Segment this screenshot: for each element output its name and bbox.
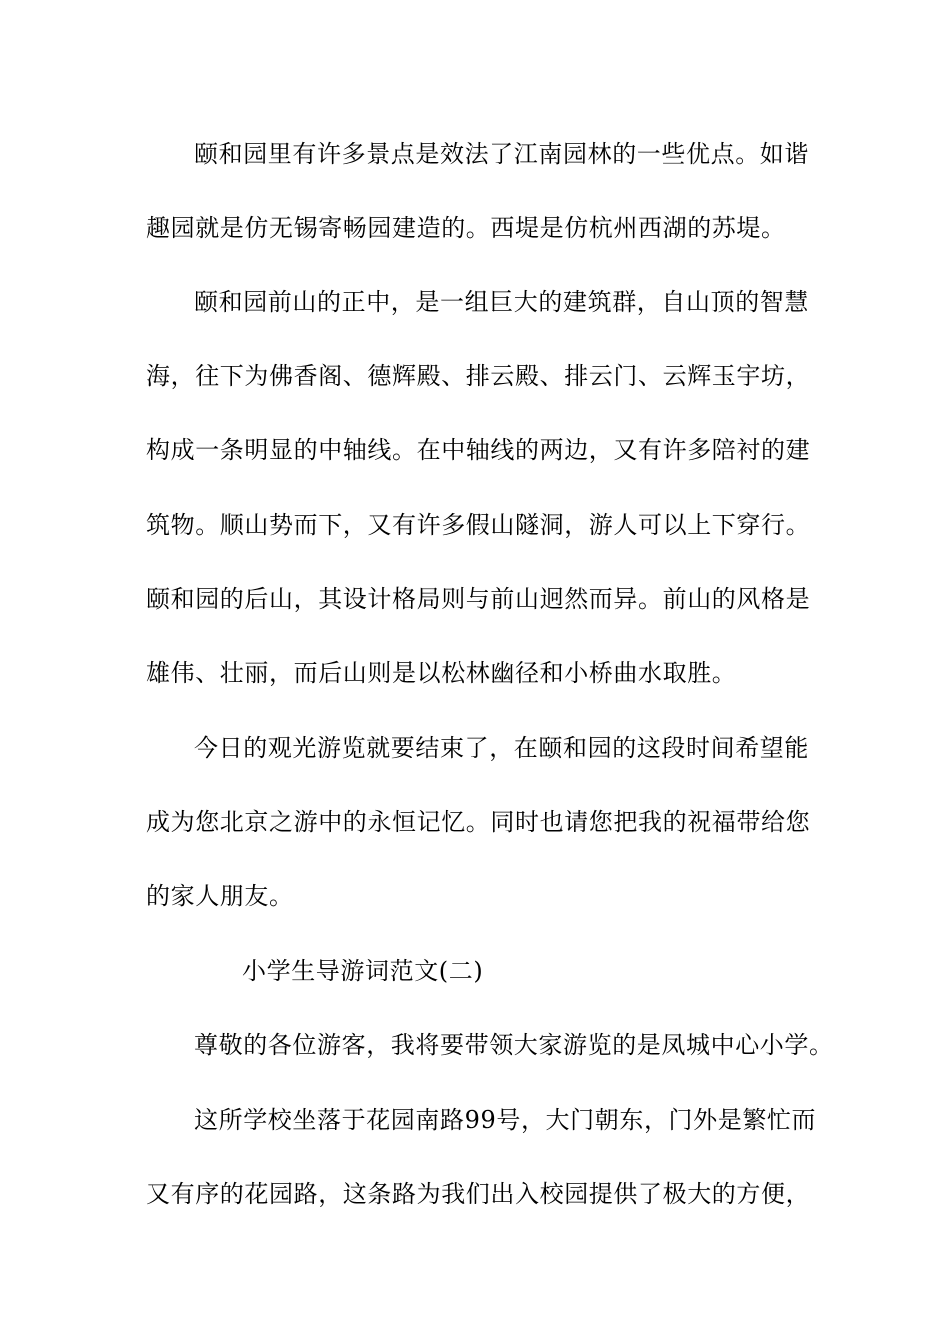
paragraph-line: 尊敬的各位游客，我将要带领大家游览的是凤城中心小学。	[194, 1031, 834, 1059]
paragraph-line: 颐和园里有许多景点是效法了江南园林的一些优点。如谐	[194, 140, 809, 168]
paragraph-line: 筑物。顺山势而下，又有许多假山隧洞，游人可以上下穿行。	[146, 511, 811, 539]
paragraph-line: 趣园就是仿无锡寄畅园建造的。西堤是仿杭州西湖的苏堤。	[146, 214, 786, 242]
paragraph-line: 雄伟、壮丽，而后山则是以松林幽径和小桥曲水取胜。	[146, 659, 737, 687]
paragraph-line: 成为您北京之游中的永恒记忆。同时也请您把我的祝福带给您	[146, 808, 811, 836]
paragraph-line: 的家人朋友。	[146, 882, 294, 910]
section-heading: 小学生导游词范文(二)	[242, 957, 484, 985]
paragraph-line: 这所学校坐落于花园南路99号，大门朝东，门外是繁忙而	[194, 1106, 817, 1134]
paragraph-line: 又有序的花园路，这条路为我们出入校园提供了极大的方便，	[146, 1180, 811, 1208]
paragraph-line: 海，往下为佛香阁、德辉殿、排云殿、排云门、云辉玉宇坊，	[146, 362, 811, 390]
paragraph-line: 颐和园的后山，其设计格局则与前山迥然而异。前山的风格是	[146, 585, 811, 613]
paragraph-line: 构成一条明显的中轴线。在中轴线的两边，又有许多陪衬的建	[146, 436, 811, 464]
paragraph-line: 颐和园前山的正中，是一组巨大的建筑群，自山顶的智慧	[194, 288, 809, 316]
paragraph-line: 今日的观光游览就要结束了，在颐和园的这段时间希望能	[194, 734, 809, 762]
